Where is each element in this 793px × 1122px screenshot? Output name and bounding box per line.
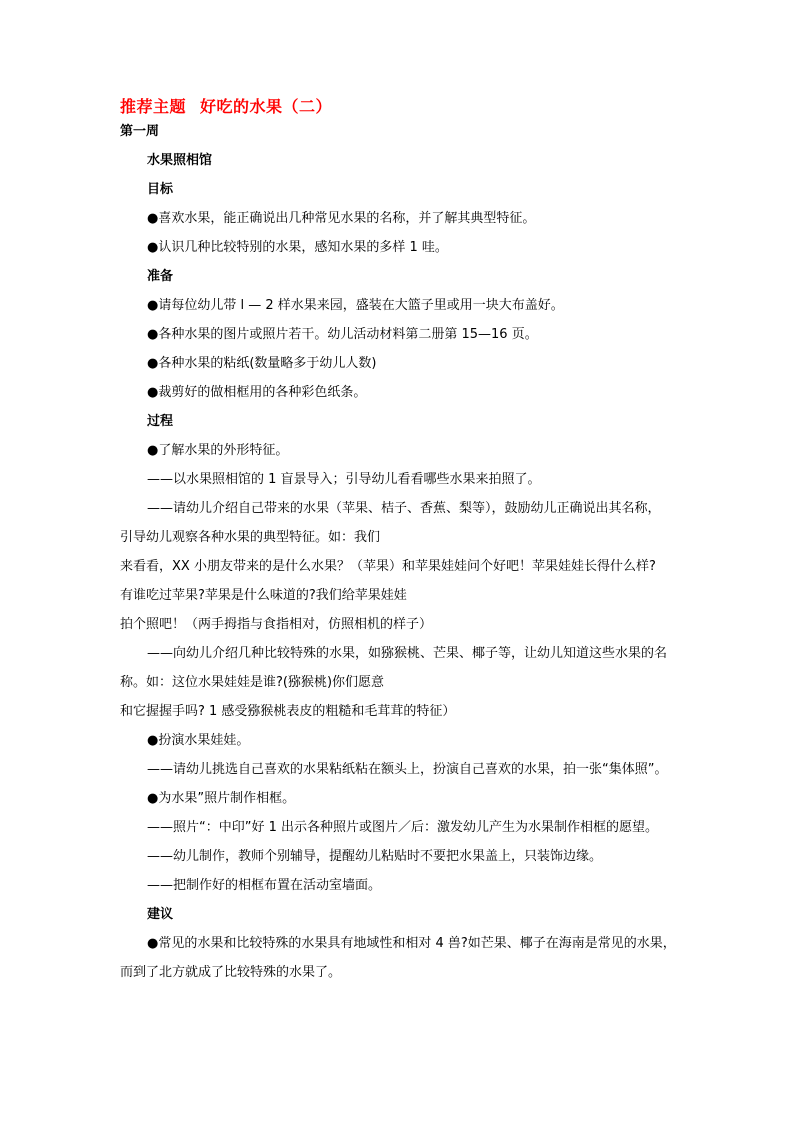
suggestion-item: ●常见的水果和比较特殊的水果具有地域性和相对 4 兽?如芒果、椰子在海南是常见的水果，: [147, 936, 676, 951]
process-step-continued: 和它握握手吗? 1 感受猕猴桃表皮的粗糙和毛茸茸的特征）: [120, 704, 456, 719]
title-topic: 好吃的水果（二）: [200, 97, 333, 116]
process-step-continued: 来看看，XX 小朋友带来的是什么水果？（苹果）和苹果娃娃问个好吧！苹果娃娃长得什么样?: [120, 559, 656, 574]
goal-item: ●喜欢水果，能正确说出几种常见水果的名称，并了解其典型特征。: [147, 211, 536, 226]
title-theme-label: 推荐主题: [120, 97, 187, 116]
prep-item: ●各种水果的粘纸(数量略多于幼儿人数): [147, 356, 377, 371]
process-step: ——请幼儿挑选自己喜欢的水果粘纸粘在额头上，扮演自己喜欢的水果，拍一张“集体照”。: [147, 762, 668, 777]
process-step: ——向幼儿介绍几种比较特殊的水果，如猕猴桃、芒果、椰子等，让幼儿知道这些水果的名: [147, 646, 668, 661]
lesson-title: 水果照相馆: [147, 153, 213, 168]
prep-item: ●请每位幼儿带 l — 2 样水果来园，盛装在大篮子里或用一块大布盖好。: [147, 298, 564, 313]
goal-item: ●认识几种比较特别的水果，感知水果的多样 1 哇。: [147, 240, 448, 255]
process-step: ——以水果照相馆的 1 盲景导入；引导幼儿看看哪些水果来拍照了。: [147, 472, 541, 487]
week-heading: 第一周: [120, 124, 160, 139]
process-step: ——请幼儿介绍自己带来的水果（苹果、桔子、香蕉、梨等），鼓励幼儿正确说出其名称，: [147, 501, 661, 516]
prep-item: ●裁剪好的做相框用的各种彩色纸条。: [147, 385, 367, 400]
prep-item: ●各种水果的图片或照片若干。幼儿活动材料第二册第 15—16 页。: [147, 327, 538, 342]
process-step-continued: 称。如：这位水果娃娃是谁?(猕猴桃)你们愿意: [120, 675, 385, 690]
goals-heading: 目标: [147, 182, 174, 197]
process-step: ——照片“：中印”好 1 出示各种照片或图片／后：激发幼儿产生为水果制作相框的愿望。: [147, 820, 659, 835]
process-step-continued: 拍个照吧！（两手拇指与食指相对，仿照相机的样子）: [120, 617, 433, 632]
prep-heading: 准备: [147, 269, 174, 284]
suggestion-heading: 建议: [147, 907, 174, 922]
document-title: [120, 97, 332, 117]
process-step: ——幼儿制作，教师个别辅导，提醒幼儿粘贴时不要把水果盖上，只装饰边缘。: [147, 849, 603, 864]
process-step-continued: 有谁吃过苹果?苹果是什么味道的?我们给苹果娃娃: [120, 588, 407, 603]
process-step-continued: 引导幼儿观察各种水果的典型特征。如：我们: [120, 530, 381, 545]
process-item: ●了解水果的外形特征。: [147, 443, 289, 458]
process-heading: 过程: [147, 414, 174, 429]
suggestion-item-continued: 而到了北方就成了比较特殊的水果了。: [120, 965, 342, 980]
process-step: ——把制作好的相框布置在活动室墙面。: [147, 878, 382, 893]
process-item: ●扮演水果娃娃。: [147, 733, 250, 748]
process-item: ●为水果”照片制作相框。: [147, 791, 296, 806]
